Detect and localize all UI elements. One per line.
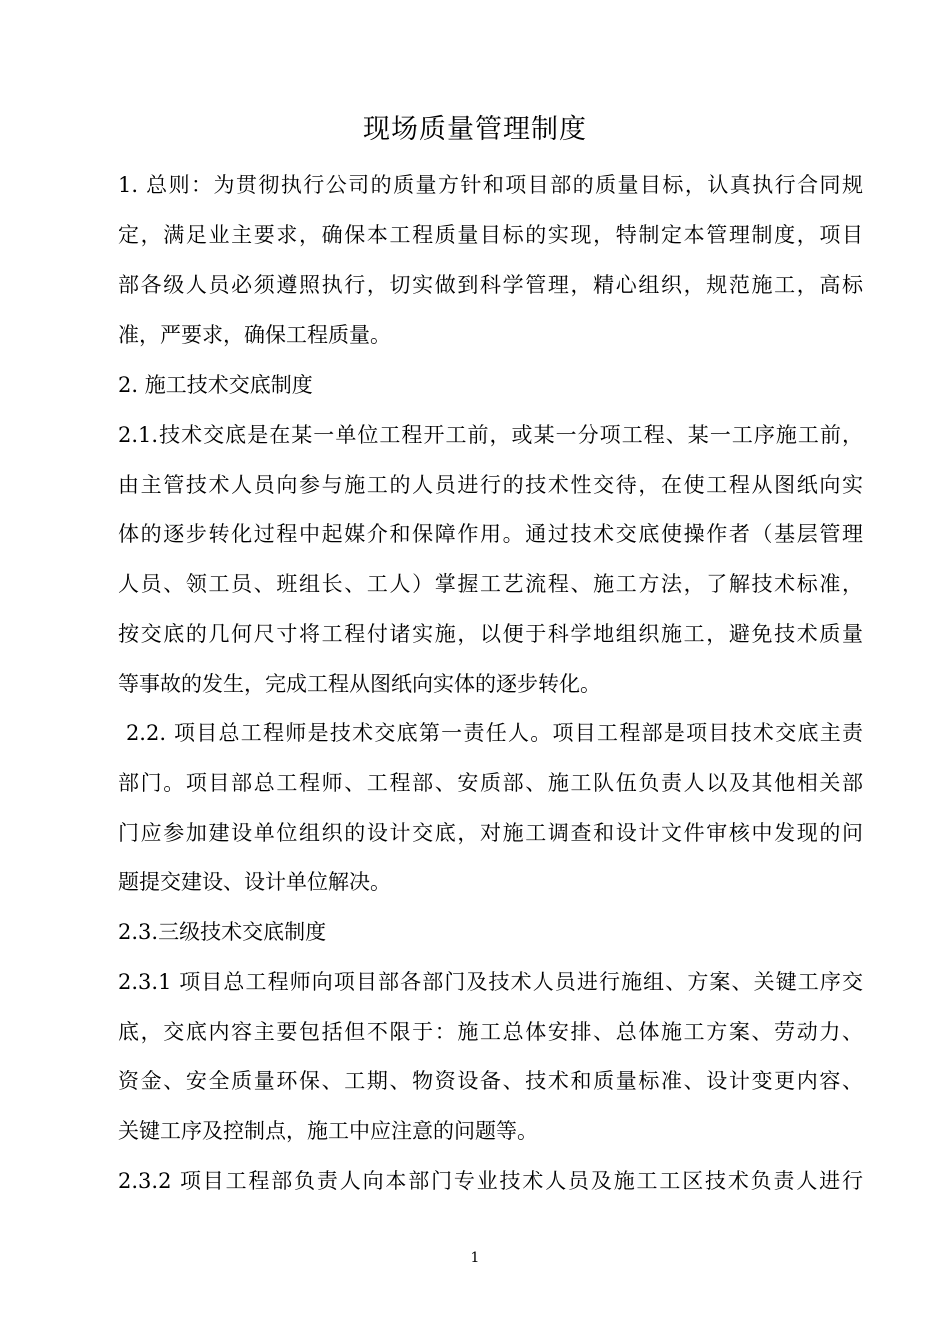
body-line: 准，严要求，确保工程质量。: [118, 323, 391, 347]
page-number: 1: [470, 1250, 480, 1266]
body-line: 部各级人员必须遵照执行，切实做到科学管理，精心组织，规范施工，高标: [118, 273, 863, 297]
body-line: 部门。项目部总工程师、工程部、安质部、施工队伍负责人以及其他相关部: [118, 771, 863, 795]
body-line: 题提交建设、设计单位解决。: [118, 870, 391, 894]
body-line: 体的逐步转化过程中起媒介和保障作用。通过技术交底使操作者（基层管理: [118, 522, 863, 546]
body-line: 按交底的几何尺寸将工程付诸实施，以便于科学地组织施工，避免技术质量: [118, 622, 863, 646]
body-line: 门应参加建设单位组织的设计交底，对施工调查和设计文件审核中发现的问: [118, 821, 863, 845]
body-line: 底，交底内容主要包括但不限于：施工总体安排、总体施工方案、劳动力、: [118, 1020, 863, 1044]
body-line: 定，满足业主要求，确保本工程质量目标的实现，特制定本管理制度，项目: [118, 223, 863, 247]
document-title: 现场质量管理制度: [363, 114, 587, 145]
body-line: 2.2. 项目总工程师是技术交底第一责任人。项目工程部是项目技术交底主责: [118, 721, 863, 745]
body-line: 1. 总则：为贯彻执行公司的质量方针和项目部的质量目标，认真执行合同规: [118, 173, 863, 197]
body-line: 2.3.2 项目工程部负责人向本部门专业技术人员及施工工区技术负责人进行: [118, 1169, 863, 1193]
section-heading: 2.3.三级技术交底制度: [118, 920, 327, 944]
body-line: 2.3.1 项目总工程师向项目部各部门及技术人员进行施组、方案、关键工序交: [118, 970, 863, 994]
body-line: 资金、安全质量环保、工期、物资设备、技术和质量标准、设计变更内容、: [118, 1069, 863, 1093]
body-line: 人员、领工员、班组长、工人）掌握工艺流程、施工方法，了解技术标准，: [118, 572, 863, 596]
body-line: 关键工序及控制点，施工中应注意的问题等。: [118, 1119, 538, 1143]
section-heading: 2. 施工技术交底制度: [118, 373, 313, 397]
body-line: 等事故的发生，完成工程从图纸向实体的逐步转化。: [118, 672, 601, 696]
body-line: 2.1.技术交底是在某一单位工程开工前，或某一分项工程、某一工序施工前，: [118, 423, 863, 447]
body-line: 由主管技术人员向参与施工的人员进行的技术性交待，在使工程从图纸向实: [118, 473, 863, 497]
